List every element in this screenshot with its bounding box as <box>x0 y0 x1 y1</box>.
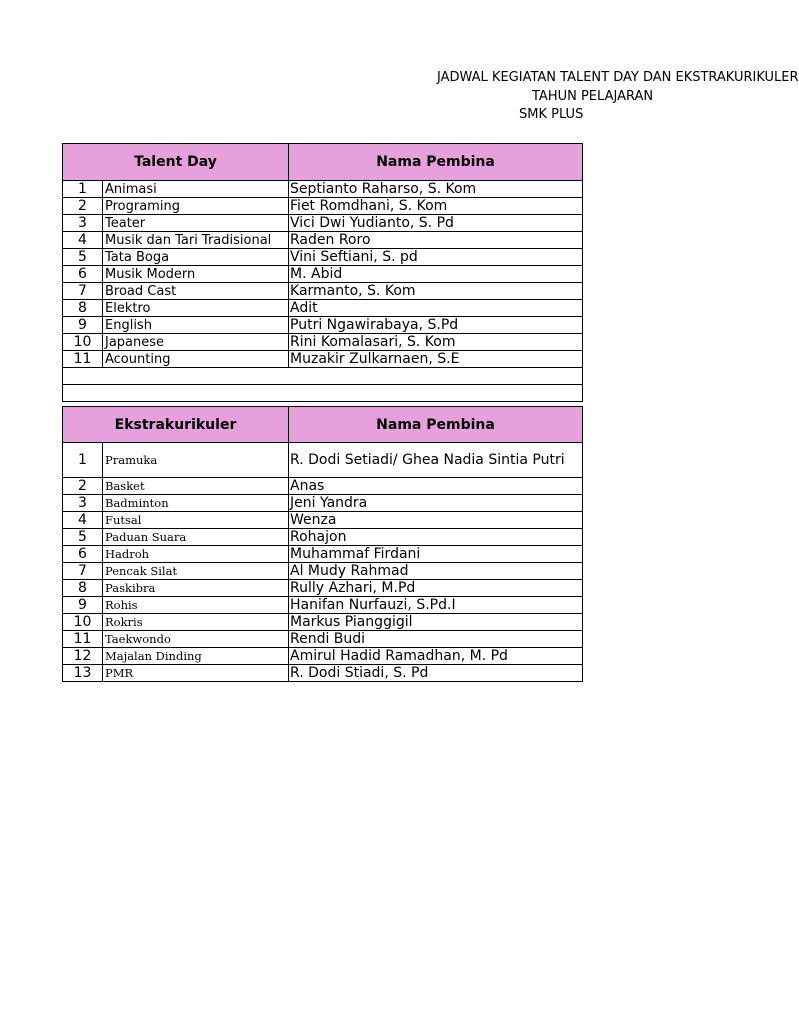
header-line-2: TAHUN PELAJARAN <box>532 89 654 104</box>
table-row <box>63 334 583 351</box>
coach-name: Wenza <box>289 512 583 529</box>
table-row <box>63 181 583 198</box>
activity-name: Acounting <box>103 351 289 368</box>
coach-name: Hanifan Nurfauzi, S.Pd.I <box>289 597 583 614</box>
row-number: 2 <box>63 198 103 215</box>
row-number: 7 <box>63 283 103 300</box>
row-number: 11 <box>63 351 103 368</box>
table-row <box>63 580 583 597</box>
coach-name: Amirul Hadid Ramadhan, M. Pd <box>289 648 583 665</box>
activity-name: Rohis <box>103 597 289 614</box>
table-row <box>63 266 583 283</box>
row-number: 8 <box>63 300 103 317</box>
talent-day-table <box>62 143 583 402</box>
coach-name: M. Abid <box>289 266 583 283</box>
row-number: 10 <box>63 334 103 351</box>
activity-name: English <box>103 317 289 334</box>
coach-name: Karmanto, S. Kom <box>289 283 583 300</box>
table-row <box>63 563 583 580</box>
table-row <box>63 283 583 300</box>
ekstrakurikuler-table <box>62 406 583 682</box>
ekstra-coach-header: Nama Pembina <box>289 407 583 443</box>
coach-name: Raden Roro <box>289 232 583 249</box>
row-number: 13 <box>63 665 103 682</box>
table-row <box>63 631 583 648</box>
table-row <box>63 546 583 563</box>
activity-name: Paskibra <box>103 580 289 597</box>
activity-name: Musik dan Tari Tradisional <box>103 232 289 249</box>
activity-name: Japanese <box>103 334 289 351</box>
activity-name: Pramuka <box>103 443 289 478</box>
coach-name: Putri Ngawirabaya, S.Pd <box>289 317 583 334</box>
coach-name: Septianto Raharso, S. Kom <box>289 181 583 198</box>
table-row <box>63 512 583 529</box>
spacer-row <box>63 385 583 402</box>
row-number: 9 <box>63 597 103 614</box>
coach-name: Adit <box>289 300 583 317</box>
table-row <box>63 597 583 614</box>
table-row <box>63 351 583 368</box>
activity-name: Teater <box>103 215 289 232</box>
table-row <box>63 478 583 495</box>
activity-name: Tata Boga <box>103 249 289 266</box>
row-number: 12 <box>63 648 103 665</box>
row-number: 11 <box>63 631 103 648</box>
row-number: 4 <box>63 232 103 249</box>
coach-name: Muhammaf Firdani <box>289 546 583 563</box>
table-row <box>63 215 583 232</box>
coach-name: Vici Dwi Yudianto, S. Pd <box>289 215 583 232</box>
activity-name: Majalan Dinding <box>103 648 289 665</box>
coach-name: Markus Pianggigil <box>289 614 583 631</box>
coach-name: Muzakir Zulkarnaen, S.E <box>289 351 583 368</box>
row-number: 2 <box>63 478 103 495</box>
table-row <box>63 317 583 334</box>
row-number: 7 <box>63 563 103 580</box>
activity-name: Badminton <box>103 495 289 512</box>
activity-name: Futsal <box>103 512 289 529</box>
table-row <box>63 249 583 266</box>
coach-name: Al Mudy Rahmad <box>289 563 583 580</box>
activity-name: Pencak Silat <box>103 563 289 580</box>
header-line-1: JADWAL KEGIATAN TALENT DAY DAN EKSTRAKURIKULER <box>437 70 799 85</box>
coach-name: Anas <box>289 478 583 495</box>
table-row <box>63 665 583 682</box>
table-row <box>63 198 583 215</box>
table-row <box>63 443 583 478</box>
row-number: 1 <box>63 181 103 198</box>
coach-name: Vini Seftiani, S. pd <box>289 249 583 266</box>
talent-coach-header: Nama Pembina <box>289 144 583 181</box>
row-number: 4 <box>63 512 103 529</box>
row-number: 6 <box>63 546 103 563</box>
coach-name: Jeni Yandra <box>289 495 583 512</box>
row-number: 1 <box>63 443 103 478</box>
activity-name: Elektro <box>103 300 289 317</box>
ekstra-header: Ekstrakurikuler <box>63 407 289 443</box>
coach-name: R. Dodi Stiadi, S. Pd <box>289 665 583 682</box>
coach-name: Rendi Budi <box>289 631 583 648</box>
coach-name: Rully Azhari, M.Pd <box>289 580 583 597</box>
row-number: 10 <box>63 614 103 631</box>
talent-day-header: Talent Day <box>63 144 289 181</box>
coach-name: Fiet Romdhani, S. Kom <box>289 198 583 215</box>
activity-name: Rokris <box>103 614 289 631</box>
coach-name: R. Dodi Setiadi/ Ghea Nadia Sintia Putri <box>289 443 583 478</box>
table-row <box>63 529 583 546</box>
row-number: 3 <box>63 215 103 232</box>
header-line-3: SMK PLUS <box>519 107 584 122</box>
activity-name: PMR <box>103 665 289 682</box>
table-row <box>63 648 583 665</box>
table-row <box>63 232 583 249</box>
row-number: 8 <box>63 580 103 597</box>
activity-name: Taekwondo <box>103 631 289 648</box>
row-number: 9 <box>63 317 103 334</box>
activity-name: Programing <box>103 198 289 215</box>
activity-name: Animasi <box>103 181 289 198</box>
activity-name: Musik Modern <box>103 266 289 283</box>
table-row <box>63 495 583 512</box>
row-number: 5 <box>63 529 103 546</box>
activity-name: Basket <box>103 478 289 495</box>
activity-name: Hadroh <box>103 546 289 563</box>
table-row <box>63 300 583 317</box>
table-row <box>63 614 583 631</box>
spacer-row <box>63 368 583 385</box>
activity-name: Paduan Suara <box>103 529 289 546</box>
row-number: 6 <box>63 266 103 283</box>
row-number: 3 <box>63 495 103 512</box>
coach-name: Rini Komalasari, S. Kom <box>289 334 583 351</box>
coach-name: Rohajon <box>289 529 583 546</box>
row-number: 5 <box>63 249 103 266</box>
activity-name: Broad Cast <box>103 283 289 300</box>
